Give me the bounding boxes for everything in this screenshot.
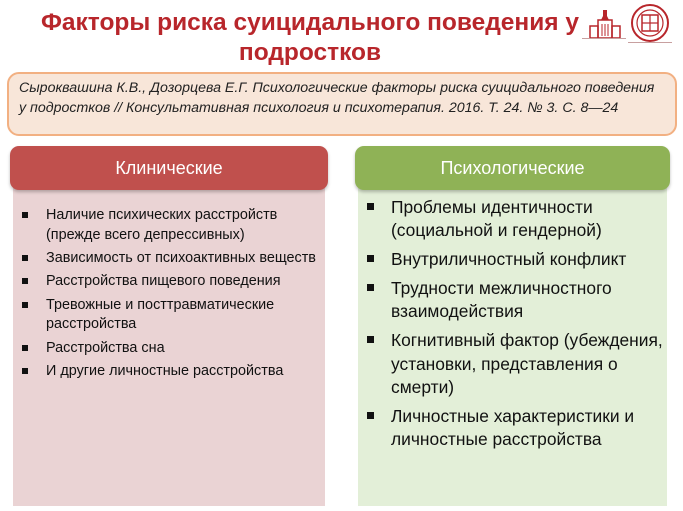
clinical-header (10, 146, 328, 190)
psychological-header (355, 146, 670, 190)
psychological-list (365, 196, 664, 457)
list-item: Зависимость от психоактивных веществ (20, 249, 322, 269)
bullet-icon (367, 336, 374, 343)
bullet-icon (22, 302, 28, 308)
list-item: И другие личностные расстройства (20, 362, 322, 382)
psychological-header-label: Психологические (440, 157, 585, 178)
list-item: Наличие психических расстройств (прежде всего депрессивных) (20, 206, 322, 245)
bullet-icon (22, 255, 28, 261)
seal-caption-line (628, 42, 672, 45)
clinical-panel (10, 146, 328, 506)
bullet-icon (22, 368, 28, 374)
bullet-icon (367, 203, 374, 210)
list-item: Личностные характеристики и личностные расстройства (365, 405, 664, 452)
list-item: Тревожные и посттравматические расстройства (20, 296, 322, 335)
list-item: Расстройства пищевого поведения (20, 272, 322, 292)
bullet-icon (367, 255, 374, 262)
bullet-icon (367, 284, 374, 291)
list-item: Внутриличностный конфликт (365, 248, 664, 271)
citation-box (7, 72, 677, 136)
bullet-icon (22, 212, 28, 218)
slide-title: Факторы риска суицидального поведения у подростков (40, 9, 580, 66)
bullet-icon (22, 345, 28, 351)
citation-text: Сыроквашина К.В., Дозорцева Е.Г. Психологические факторы риска суицидального поведения у подростков // Консультативная психология и психотерапия. 2016. Т. 24. № 3. С. 8—24 (19, 80, 655, 116)
bullet-icon (367, 412, 374, 419)
psychological-panel (355, 146, 670, 506)
clinical-header-label: Клинические (115, 157, 223, 178)
list-item: Трудности межличностного взаимодействия (365, 277, 664, 324)
bullet-icon (22, 278, 28, 284)
university-building-icon (588, 8, 622, 40)
logo-caption-line (582, 38, 626, 42)
list-item: Расстройства сна (20, 339, 322, 359)
clinical-list (20, 206, 322, 386)
list-item: Проблемы идентичности (социальной и гендерной) (365, 196, 664, 243)
list-item: Когнитивный фактор (убеждения, установки, представления о смерти) (365, 329, 664, 399)
institution-seal-icon (630, 3, 670, 43)
